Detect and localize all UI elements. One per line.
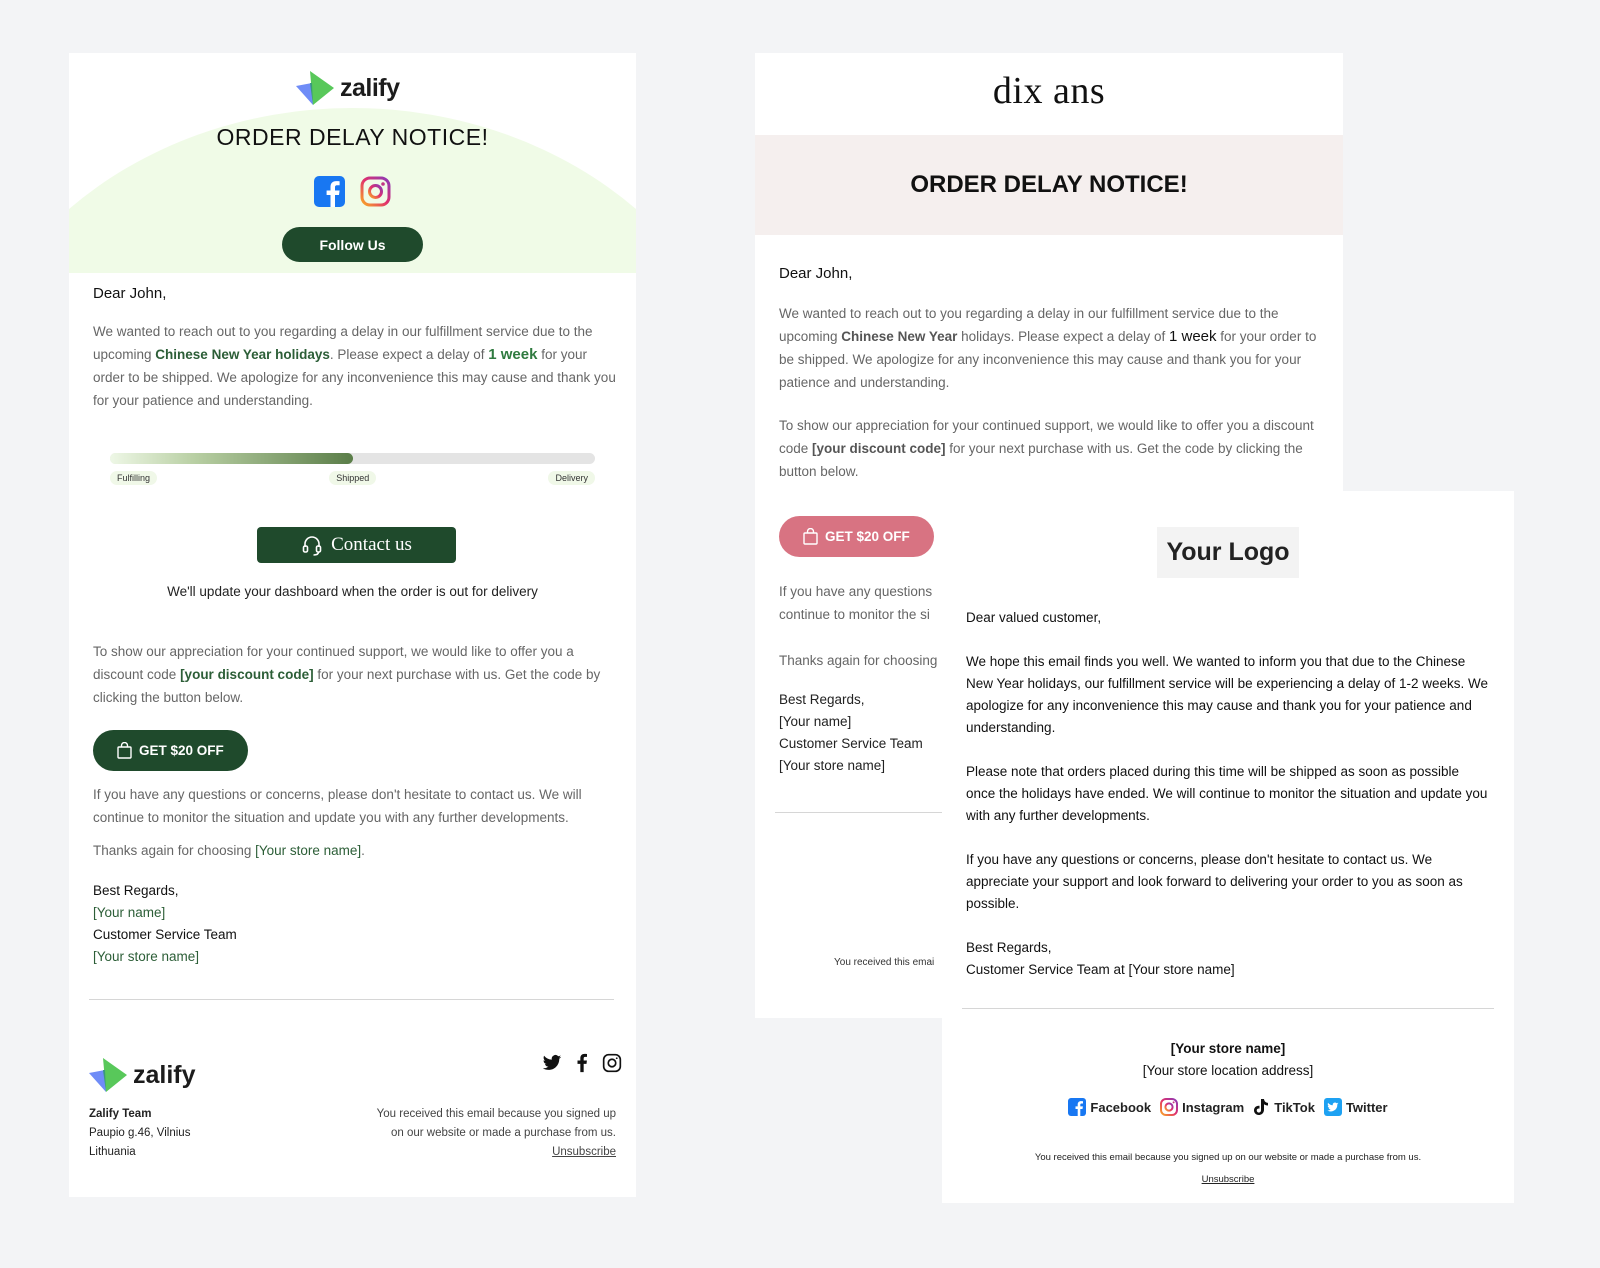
follow-us-button[interactable]: Follow Us: [282, 227, 423, 262]
contact-us-label: Contact us: [331, 534, 412, 555]
zalify-logo: [296, 69, 400, 107]
footer-received-note: You received this emai: [834, 957, 935, 968]
email-title: ORDER DELAY NOTICE!: [755, 135, 1343, 235]
get-discount-button[interactable]: [779, 516, 934, 557]
footer-team: Zalify Team: [89, 1108, 152, 1120]
signature: [93, 880, 237, 968]
questions-paragraph: If you have any questions or concerns, please don't hesitate to contact us. We will continue to monitor the situation and update you with any further developments.: [93, 787, 582, 825]
holiday-highlight: Chinese New Year: [841, 329, 958, 344]
social-icons: [314, 176, 391, 207]
questions-text: If you have any questions: [779, 584, 933, 599]
zalify-mark-icon: [296, 69, 334, 107]
facebook-link[interactable]: [1068, 1098, 1151, 1116]
email-body: [93, 285, 618, 412]
discount-text: for your next purchase with us. Get the code by clicking the button below.: [93, 667, 601, 705]
twitter-label: Twitter: [1345, 1099, 1388, 1115]
get-discount-button[interactable]: [93, 730, 248, 771]
holiday-highlight: Chinese New Year holidays: [155, 347, 330, 362]
unsubscribe-link[interactable]: Unsubscribe: [552, 1146, 616, 1158]
greeting: Dear valued customer,: [966, 610, 1102, 625]
delay-highlight: 1 week: [1169, 328, 1217, 345]
zalify-wordmark: zalify: [340, 73, 400, 102]
orders-paragraph: Please note that orders placed during this time will be shipped as soon as possible once the holidays have ended. We will continue to monitor the situation and update you with any further developments.: [966, 764, 1488, 823]
shopping-bag-icon: [803, 528, 818, 545]
signature-team: Customer Service Team: [93, 927, 237, 942]
footer-divider: [962, 1008, 1494, 1009]
hero-section: [69, 53, 636, 273]
intro-paragraph: [93, 320, 618, 412]
discount-text: To show our appreciation for your continued support, we would like to offer you a discount code: [779, 418, 1314, 456]
discount-paragraph: [779, 414, 1319, 483]
signoff: Best Regards,: [779, 692, 865, 707]
twitter-icon[interactable]: [542, 1053, 562, 1073]
delay-highlight: 1 week: [488, 346, 538, 363]
tiktok-icon: [1253, 1098, 1270, 1116]
twitter-icon: [1324, 1098, 1342, 1116]
thanks-store: [Your store name]: [255, 843, 362, 858]
footer-store-name: [Your store name]: [1170, 1041, 1286, 1056]
intro-text: We wanted to reach out to you regarding a delay in our fulfillment service due to the upcoming: [779, 306, 1279, 344]
received-text: You received this email because you signed up: [376, 1108, 616, 1120]
email-body: [779, 265, 1319, 483]
facebook-icon: [1068, 1098, 1086, 1116]
discount-text: for your next purchase with us. Get the code by clicking the button below.: [779, 441, 1303, 479]
footer-social-links: [942, 1098, 1514, 1116]
signature-name: [Your name]: [779, 714, 852, 729]
instagram-icon: [1160, 1098, 1178, 1116]
zalify-wordmark: zalify: [133, 1060, 196, 1089]
tiktok-link[interactable]: [1253, 1098, 1315, 1116]
signature-store: [Your store name]: [779, 758, 886, 773]
email-title: ORDER DELAY NOTICE!: [216, 124, 489, 150]
thanks-paragraph: [93, 839, 618, 862]
signature-name: [Your name]: [93, 905, 166, 920]
intro-paragraph: We hope this email finds you well. We wanted to inform you that due to the Chinese New Year holidays, our fulfillment service will be experiencing a delay of 1-2 weeks. We apologize for any inconvenience this may cause and thank you for your patience and understanding.: [966, 654, 1489, 735]
received-text: on our website or made a purchase from us.: [390, 1127, 616, 1139]
signature-team: Customer Service Team at [Your store name]: [966, 962, 1235, 977]
facebook-label: Facebook: [1090, 1099, 1152, 1115]
get-discount-label: GET $20 OFF: [825, 529, 910, 544]
greeting: Dear John,: [93, 285, 167, 302]
shopping-bag-icon: [117, 742, 132, 759]
get-discount-label: GET $20 OFF: [139, 743, 224, 758]
greeting: Dear John,: [779, 265, 853, 282]
instagram-icon[interactable]: [360, 176, 391, 207]
email-body: [966, 607, 1491, 981]
discount-code: [your discount code]: [812, 441, 946, 456]
thanks-text: Thanks again for choosing: [93, 843, 256, 858]
step-shipped: Shipped: [329, 471, 376, 485]
instagram-label: Instagram: [1182, 1099, 1245, 1115]
footer-logo: [89, 1056, 196, 1094]
footer-social-icons: [542, 1053, 622, 1073]
headset-icon: [301, 534, 323, 556]
tiktok-label: TikTok: [1274, 1099, 1315, 1115]
intro-paragraph: [779, 302, 1319, 394]
instagram-icon[interactable]: [602, 1053, 622, 1073]
intro-text: We wanted to reach out to you regarding a delay in our fulfillment service due to the upcoming: [93, 324, 593, 362]
intro-text: for your order to be shipped. We apologize for any inconvenience this may cause and thank you for your patience and understanding.: [779, 329, 1317, 390]
thanks-text: .: [361, 843, 365, 858]
signature-team: Customer Service Team: [779, 736, 923, 751]
dashboard-note: We'll update your dashboard when the order is out for delivery: [167, 584, 538, 599]
shipping-progress: [110, 453, 595, 485]
facebook-icon[interactable]: [314, 176, 345, 207]
footer-divider: [89, 999, 614, 1000]
questions-paragraph: If you have any questions or concerns, please don't hesitate to contact us. We appreciate your support and look forward to delivering your order to you as soon as possible.: [966, 852, 1463, 911]
signoff: Best Regards,: [93, 883, 179, 898]
footer-address-line: Lithuania: [89, 1146, 136, 1158]
instagram-link[interactable]: [1160, 1098, 1244, 1116]
step-delivery: Delivery: [548, 471, 595, 485]
intro-text: holidays. Please expect a delay of: [957, 329, 1169, 344]
intro-text: for your order to be shipped. We apologize for any inconvenience this may cause and thank you for your patience and understanding.: [93, 347, 616, 408]
facebook-icon[interactable]: [572, 1053, 592, 1073]
yourlogo-email-card: [942, 491, 1514, 1203]
signoff: Best Regards,: [966, 940, 1052, 955]
discount-text: To show our appreciation for your continued support, we would like to offer you a discount code: [93, 644, 574, 682]
progress-fill: [110, 453, 353, 464]
twitter-link[interactable]: [1324, 1098, 1388, 1116]
thanks-paragraph: Thanks again for choosing: [779, 653, 938, 668]
unsubscribe-link[interactable]: Unsubscribe: [1201, 1174, 1255, 1185]
progress-track: [110, 453, 595, 464]
footer-address-line: Paupio g.46, Vilnius: [89, 1127, 191, 1139]
received-text: You received this email because you signed up on our website or made a purchase from us.: [1034, 1152, 1422, 1163]
questions-text: continue to monitor the si: [779, 607, 930, 622]
signature-store: [Your store name]: [93, 949, 200, 964]
footer-received-note: [942, 1147, 1514, 1191]
footer-store-address: [Your store location address]: [1142, 1063, 1314, 1078]
dixans-logo: dix ans: [992, 70, 1106, 112]
step-fulfilling: Fulfilling: [110, 471, 157, 485]
intro-text: . Please expect a delay of: [329, 347, 489, 362]
zalify-mark-icon: [89, 1056, 127, 1094]
your-logo-placeholder: Your Logo: [1157, 527, 1299, 578]
footer-store-info: [942, 1038, 1514, 1082]
discount-paragraph: [93, 640, 618, 709]
contact-us-button[interactable]: [257, 527, 456, 563]
discount-code: [your discount code]: [180, 667, 314, 682]
zalify-email-card: [69, 53, 636, 1197]
footer-received-note: [346, 1105, 616, 1162]
progress-steps: [110, 471, 595, 485]
footer-address: [89, 1105, 190, 1162]
